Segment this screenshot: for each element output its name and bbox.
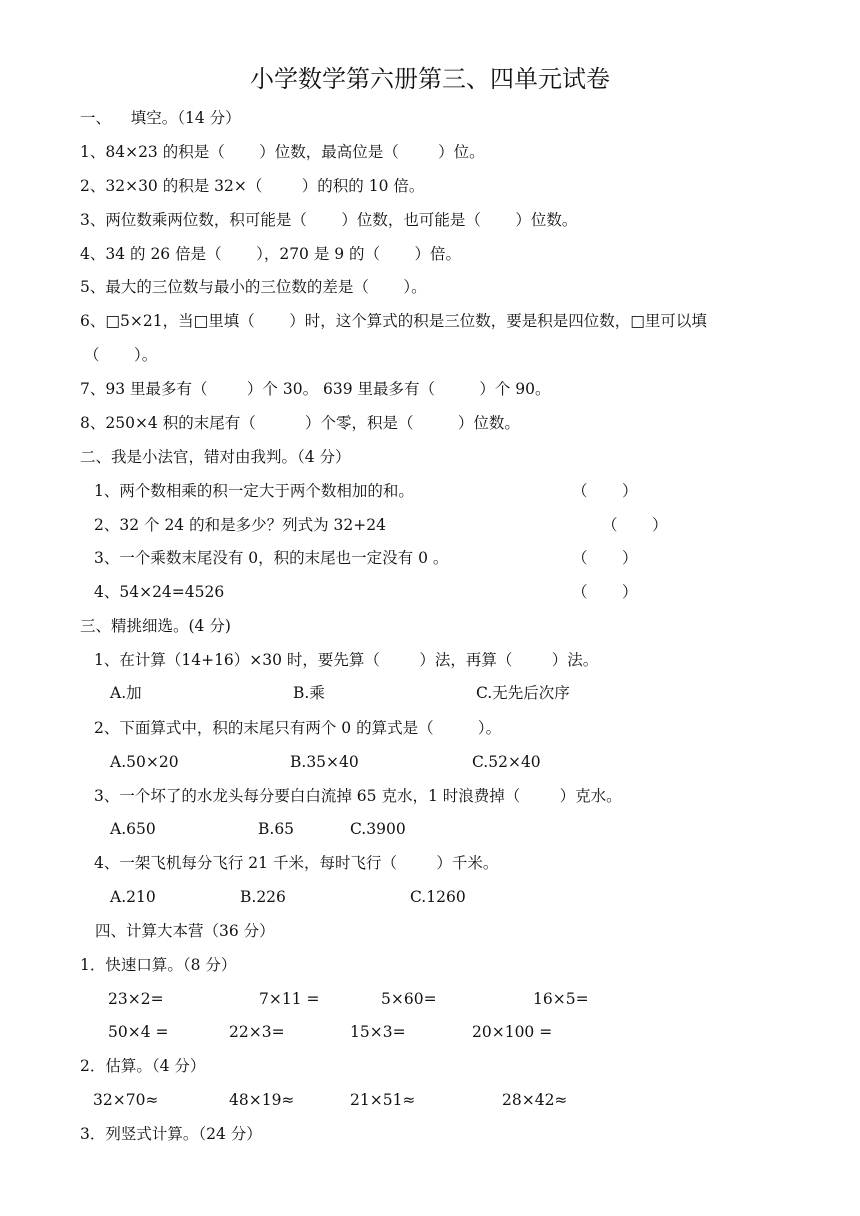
oral-calc-item: 20×100 =: [472, 1023, 553, 1041]
estimate-item: 28×42≈: [502, 1091, 568, 1109]
choice-3-option-a: A.650: [110, 820, 156, 838]
choice-3-option-b: B.65: [258, 820, 295, 838]
choice-question-3: 3、一个坏了的水龙头每分要白白流掉 65 克水，1 时浪费掉（ ）克水。: [94, 787, 622, 805]
fill-question-4: 4、34 的 26 倍是（ ），270 是 9 的（ ）倍。: [80, 245, 462, 263]
vertical-calc-title: 3．列竖式计算。（24 分）: [80, 1125, 262, 1143]
judge-item-4: 4、54×24=4526: [94, 583, 225, 601]
fill-question-8: 8、250×4 积的末尾有（ ）个零，积是（ ）位数。: [80, 414, 520, 432]
choice-4-option-b: B.226: [240, 888, 286, 906]
section-2-heading: 二、我是小法官，错对由我判。（4 分）: [80, 448, 351, 466]
judge-item-3: 3、一个乘数末尾没有 0，积的末尾也一定没有 0 。: [94, 549, 449, 567]
fill-question-7: 7、93 里最多有（ ）个 30。 639 里最多有（ ）个 90。: [80, 380, 551, 398]
estimate-item: 48×19≈: [229, 1091, 295, 1109]
choice-4-option-c: C.1260: [410, 888, 466, 906]
judge-blank-4: （ ）: [572, 583, 638, 601]
section-4-heading: 四、计算大本营（36 分）: [95, 922, 275, 940]
choice-question-2: 2、下面算式中，积的末尾只有两个 0 的算式是（ ）。: [94, 719, 502, 737]
oral-calc-item: 5×60=: [381, 990, 437, 1008]
judge-item-1: 1、两个数相乘的积一定大于两个数相加的和。: [94, 482, 414, 500]
page-title: 小学数学第六册第三、四单元试卷: [250, 65, 610, 93]
estimate-item: 32×70≈: [93, 1091, 159, 1109]
estimate-item: 21×51≈: [350, 1091, 416, 1109]
choice-question-4: 4、一架飞机每分飞行 21 千米，每时飞行（ ）千米。: [94, 854, 499, 872]
fill-question-3: 3、两位数乘两位数，积可能是（ ）位数，也可能是（ ）位数。: [80, 211, 578, 229]
fill-question-1: 1、84×23 的积是（ ）位数，最高位是（ ）位。: [80, 143, 485, 161]
fill-question-6-line-1: 6、□5×21，当□里填（ ）时，这个算式的积是三位数，要是积是四位数，□里可以填: [80, 312, 707, 330]
choice-2-option-a: A.50×20: [110, 753, 179, 771]
oral-calc-item: 22×3=: [229, 1023, 285, 1041]
oral-calc-item: 15×3=: [350, 1023, 406, 1041]
oral-calc-item: 7×11 =: [259, 990, 320, 1008]
judge-blank-3: （ ）: [572, 549, 638, 567]
choice-2-option-c: C.52×40: [472, 753, 541, 771]
oral-calc-item: 23×2=: [108, 990, 164, 1008]
oral-calc-item: 16×5=: [533, 990, 589, 1008]
section-3-heading: 三、精挑细选。(4 分): [80, 617, 231, 635]
choice-3-option-c: C.3900: [350, 820, 406, 838]
choice-1-option-b: B.乘: [293, 684, 325, 702]
oral-calc-item: 50×4 =: [108, 1023, 169, 1041]
judge-blank-1: （ ）: [572, 482, 638, 500]
fill-question-2: 2、32×30 的积是 32×（ ）的积的 10 倍。: [80, 177, 425, 195]
oral-calc-title: 1．快速口算。（8 分）: [80, 956, 237, 974]
choice-1-option-a: A.加: [110, 684, 142, 702]
judge-blank-2: （ ）: [602, 516, 668, 534]
judge-item-2: 2、32 个 24 的和是多少？列式为 32+24: [94, 516, 386, 534]
choice-question-1: 1、在计算（14+16）×30 时，要先算（ ）法，再算（ ）法。: [94, 651, 599, 669]
choice-4-option-a: A.210: [110, 888, 156, 906]
fill-question-6-line-2: （ ）。: [84, 346, 158, 364]
fill-question-5: 5、最大的三位数与最小的三位数的差是（ ）。: [80, 278, 427, 296]
section-1-heading: 一、 填空。（14 分）: [80, 109, 241, 127]
estimate-title: 2．估算。（4 分）: [80, 1057, 206, 1075]
choice-1-option-c: C.无先后次序: [476, 684, 570, 702]
choice-2-option-b: B.35×40: [290, 753, 359, 771]
